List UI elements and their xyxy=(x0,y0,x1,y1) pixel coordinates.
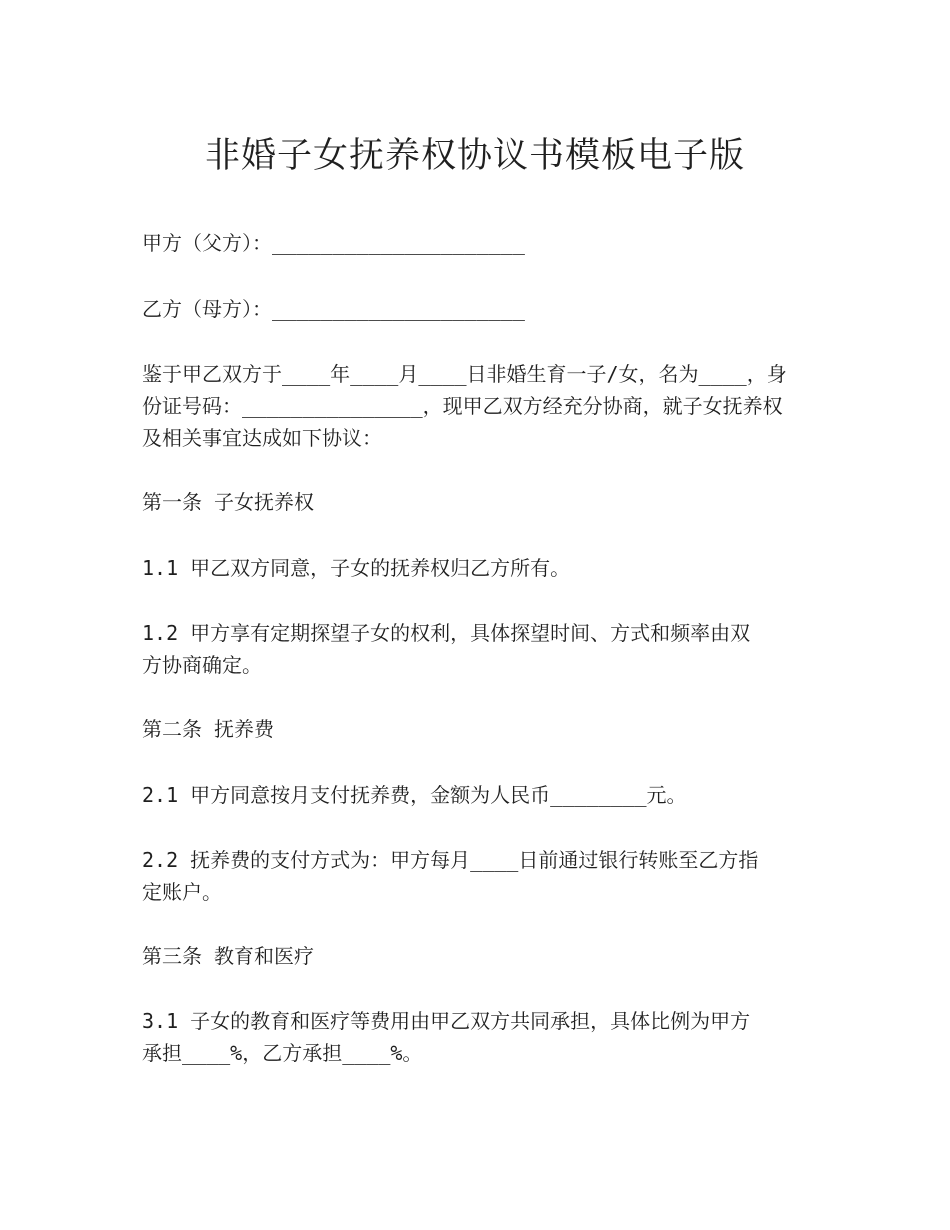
preamble-line-3: 及相关事宜达成如下协议： xyxy=(142,426,382,450)
article-1-heading: 第一条 子女抚养权 xyxy=(142,490,315,514)
clause-1-1: 1.1 甲乙双方同意，子女的抚养权归乙方所有。 xyxy=(142,556,571,580)
article-2-heading: 第二条 抚养费 xyxy=(142,717,275,741)
party-b-line: 乙方（母方）：_____________________ xyxy=(142,297,525,321)
clause-3-1-line-2: 承担____%，乙方承担____%。 xyxy=(142,1041,423,1065)
clause-2-2-line-2: 定账户。 xyxy=(142,880,222,904)
clause-2-1: 2.1 甲方同意按月支付抚养费，金额为人民币________元。 xyxy=(142,783,687,807)
preamble-line-2: 份证号码：_______________，现甲乙双方经充分协商，就子女抚养权 xyxy=(142,394,783,418)
document-title: 非婚子女抚养权协议书模板电子版 xyxy=(204,136,745,176)
article-3-heading: 第三条 教育和医疗 xyxy=(142,944,315,968)
clause-1-2-line-1: 1.2 甲方享有定期探望子女的权利，具体探望时间、方式和频率由双 xyxy=(142,621,751,645)
clause-3-1-line-1: 3.1 子女的教育和医疗等费用由甲乙双方共同承担，具体比例为甲方 xyxy=(142,1009,751,1033)
party-a-line: 甲方（父方）：_____________________ xyxy=(142,231,525,255)
clause-2-2-line-1: 2.2 抚养费的支付方式为：甲方每月____日前通过银行转账至乙方指 xyxy=(142,848,759,872)
clause-1-2-line-2: 方协商确定。 xyxy=(142,653,262,677)
preamble-line-1: 鉴于甲乙双方于____年____月____日非婚生育一子/女，名为____，身 xyxy=(142,362,787,386)
